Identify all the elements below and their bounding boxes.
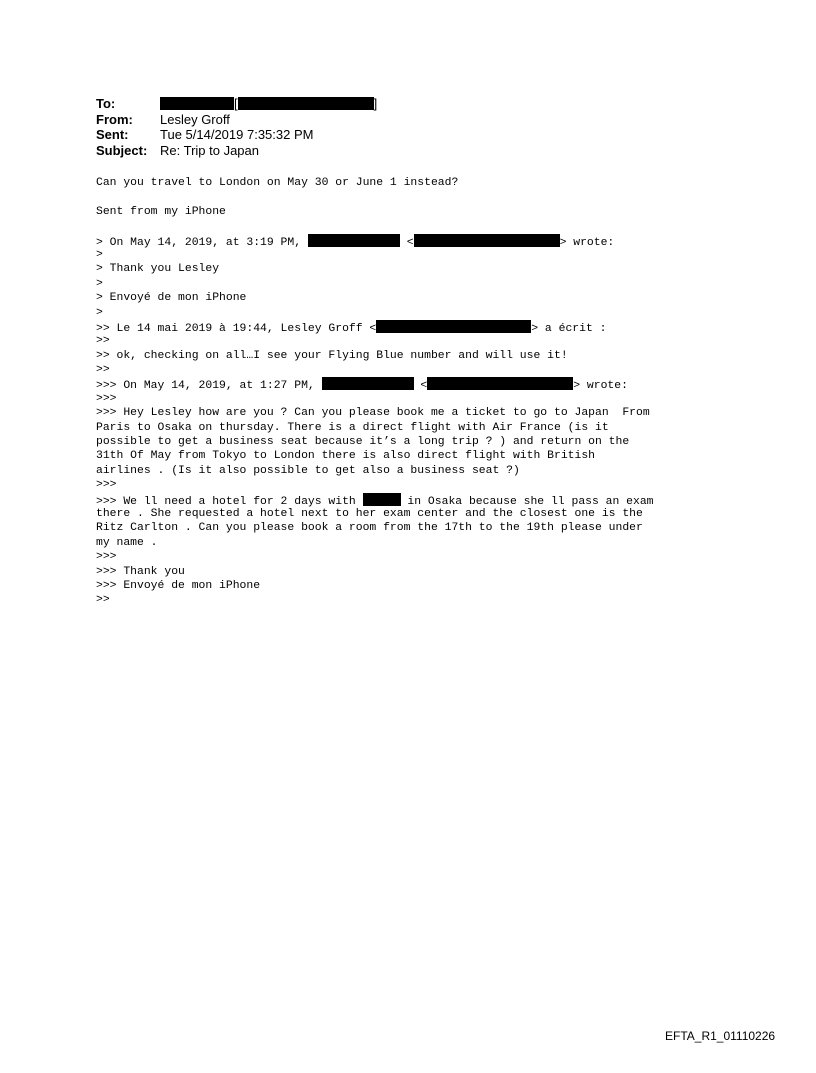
quote-line: >>> We ll need a hotel for 2 days with in Osaka because she ll pass an exam xyxy=(96,493,736,507)
redaction-block xyxy=(308,234,400,247)
quote-line: >>> Envoyé de mon iPhone xyxy=(96,579,261,592)
redaction-block xyxy=(322,377,414,390)
redaction-block xyxy=(376,320,531,333)
quote-line: possible to get a business seat because it’s a long trip ? ) and return on the xyxy=(96,436,630,449)
quote-line: >> ok, checking on all…I see your Flying Blue number and will use it! xyxy=(96,349,568,362)
quote-line: >>> Hey Lesley how are you ? Can you please book me a ticket to go to Japan From xyxy=(96,407,650,420)
redaction-block xyxy=(363,493,401,506)
quote-line: > On May 14, 2019, at 3:19 PM, < > wrote: xyxy=(96,234,736,248)
quote-line: >> Le 14 mai 2019 à 19:44, Lesley Groff < > a écrit : xyxy=(96,320,736,334)
quote-line: >>> xyxy=(96,551,117,564)
to-value: [ ] xyxy=(160,96,377,112)
redaction-block xyxy=(414,234,560,247)
quote-line: > xyxy=(96,277,103,290)
quote-line: Ritz Carlton . Can you please book a room from the 17th to the 19th please under xyxy=(96,522,643,535)
document-id: EFTA_R1_01110226 xyxy=(665,1029,776,1043)
quote-line: > xyxy=(96,248,103,261)
quote-line: > Envoyé de mon iPhone xyxy=(96,292,247,305)
email-header xyxy=(96,96,377,158)
from-value: Lesley Groff xyxy=(160,111,230,127)
quote-line: > xyxy=(96,306,103,319)
to-row xyxy=(96,96,377,112)
quote-line: there . She requested a hotel next to her exam center and the closest one is the xyxy=(96,507,643,520)
subject-row xyxy=(96,143,377,159)
subject-value: Re: Trip to Japan xyxy=(160,142,259,158)
quote-line: > Thank you Lesley xyxy=(96,263,220,276)
sent-value: Tue 5/14/2019 7:35:32 PM xyxy=(160,127,314,142)
sent-label: Sent: xyxy=(96,127,129,142)
quote-line: airlines . (Is it also possible to get also a business seat ?) xyxy=(96,464,520,477)
redaction-block xyxy=(160,97,234,110)
quote-line: >>> On May 14, 2019, at 1:27 PM, < > wrote: xyxy=(96,377,736,391)
quote-line: my name . xyxy=(96,536,158,549)
from-row xyxy=(96,112,377,128)
redaction-block xyxy=(427,377,573,390)
quote-line: Paris to Osaka on thursday. There is a direct flight with Air France (is it xyxy=(96,421,609,434)
redaction-block xyxy=(238,97,374,110)
quote-line: >> xyxy=(96,335,110,348)
quote-line: >>> Thank you xyxy=(96,565,185,578)
quote-line: >>> xyxy=(96,392,117,405)
quote-line: 31th Of May from Tokyo to London there is also direct flight with British xyxy=(96,450,595,463)
email-body xyxy=(96,176,736,608)
to-label: To: xyxy=(96,96,116,111)
subject-label: Subject: xyxy=(96,142,148,158)
quote-line: >> xyxy=(96,594,110,607)
sent-row xyxy=(96,127,377,143)
quote-line: >>> xyxy=(96,479,117,492)
from-label: From: xyxy=(96,111,133,127)
quote-line: >> xyxy=(96,364,110,377)
body-line: Sent from my iPhone xyxy=(96,205,226,218)
body-line: Can you travel to London on May 30 or June 1 instead? xyxy=(96,177,459,189)
